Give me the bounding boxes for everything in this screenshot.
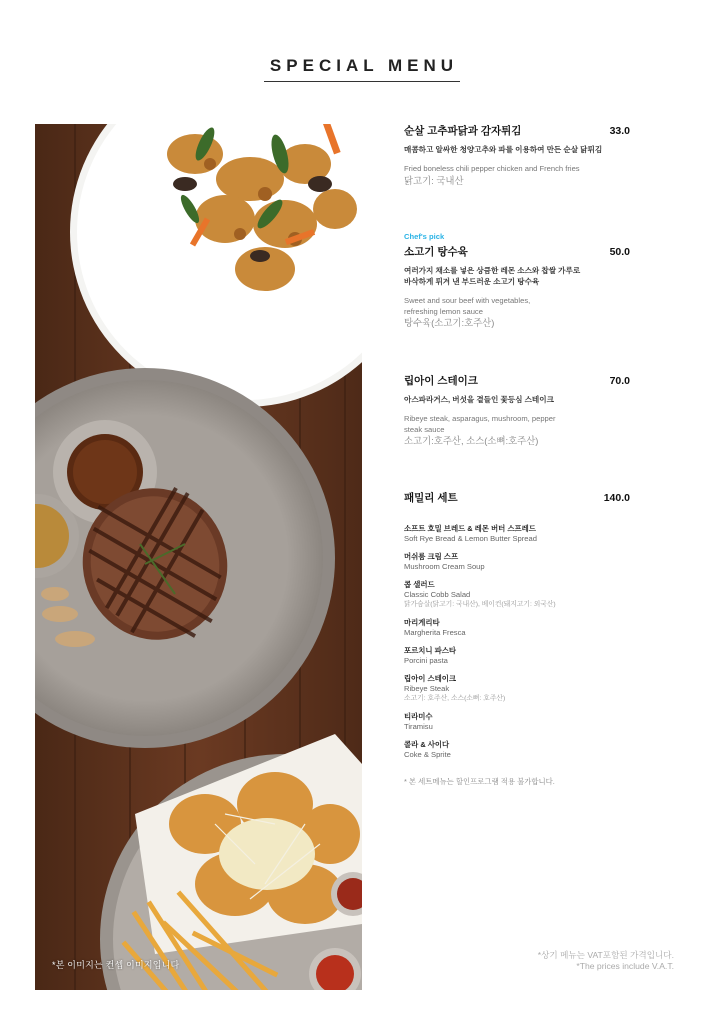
- item-origin: 탕수육(소고기:호주산): [404, 317, 495, 328]
- course-name-ko: 소프트 호밀 브레드 & 레몬 버터 스프레드: [404, 524, 536, 533]
- course-name-ko: 포르치니 파스타: [404, 646, 457, 655]
- item-price: 50.0: [609, 246, 630, 258]
- item-origin: 닭고기: 국내산: [404, 174, 464, 186]
- family-set: [404, 490, 630, 787]
- menu-item: [404, 232, 630, 329]
- chef-pick-badge: Chef's pick: [404, 232, 445, 241]
- item-origin: 소고기:호주산, 소스(소뼈:호주산): [404, 435, 539, 446]
- item-desc-ko: 아스파라거스, 버섯을 곁들인 꽃등심 스테이크: [404, 395, 554, 404]
- set-name: 패밀리 세트: [404, 492, 458, 504]
- set-course: [404, 740, 630, 760]
- set-course: [404, 674, 630, 704]
- course-name-en: Classic Cobb Salad: [404, 590, 471, 599]
- course-name-ko: 티라미수: [404, 712, 433, 721]
- course-origin: 닭가슴살(닭고기: 국내산), 베이컨(돼지고기: 외국산): [404, 601, 556, 608]
- course-name-en: Margherita Fresca: [404, 628, 466, 637]
- course-name-en: Soft Rye Bread & Lemon Butter Spread: [404, 534, 537, 543]
- course-name-ko: 머쉬룸 크림 스프: [404, 552, 459, 561]
- menu-item: [404, 373, 630, 447]
- item-desc-en: Sweet and sour beef with vegetables, refreshing lemon sauce: [404, 296, 531, 316]
- set-course: [404, 618, 630, 638]
- course-name-ko: 마리게리타: [404, 618, 440, 627]
- item-price: 70.0: [609, 375, 630, 387]
- vat-notice: [538, 950, 674, 972]
- page-title: [0, 56, 724, 82]
- course-name-ko: 콥 샐러드: [404, 580, 435, 589]
- item-name: 소고기 탕수육: [404, 246, 468, 258]
- set-course: [404, 580, 630, 610]
- set-course: [404, 712, 630, 732]
- item-name: 립아이 스테이크: [404, 375, 478, 387]
- photo-caption: *본 이미지는 컨셉 이미지입니다: [52, 960, 180, 970]
- course-name-en: Tiramisu: [404, 722, 433, 731]
- item-name: 순살 고추파닭과 감자튀김: [404, 125, 522, 137]
- menu-item: [404, 123, 630, 187]
- food-photo: [35, 124, 362, 990]
- item-price: 33.0: [609, 125, 630, 137]
- item-desc-en: Ribeye steak, asparagus, mushroom, pepper steak sauce: [404, 414, 556, 434]
- food-photo-illustration: [35, 124, 362, 990]
- course-name-ko: 콜라 & 사이다: [404, 740, 450, 749]
- vat-notice-ko: *상기 메뉴는 VAT포함된 가격입니다.: [537, 950, 674, 960]
- course-name-en: Ribeye Steak: [404, 684, 450, 693]
- set-course: [404, 646, 630, 666]
- item-desc-ko: 매콤하고 알싸한 청양고추와 파를 이용하여 만든 순살 닭튀김: [404, 145, 603, 154]
- course-origin: 소고기: 호주산, 소스(소뼈: 호주산): [404, 695, 506, 702]
- page-title-text: SPECIAL MENU: [264, 56, 460, 82]
- set-course: [404, 524, 630, 544]
- item-desc-en: Fried boneless chili pepper chicken and French fries: [404, 164, 580, 173]
- course-name-en: Porcini pasta: [404, 656, 448, 665]
- set-course: [404, 552, 630, 572]
- set-note: * 본 세트메뉴는 할인프로그램 적용 불가합니다.: [404, 777, 555, 786]
- course-name-en: Coke & Sprite: [404, 750, 451, 759]
- course-name-en: Mushroom Cream Soup: [404, 562, 485, 571]
- item-desc-ko: 여러가지 채소를 넣은 상큼한 레몬 소스와 찹쌀 가루로 바삭하게 튀겨 낸 부드러운 소고기 탕수육: [404, 266, 581, 286]
- vat-notice-en: *The prices include V.A.T.: [576, 961, 674, 971]
- set-price: 140.0: [603, 492, 630, 504]
- course-name-ko: 립아이 스테이크: [404, 674, 457, 683]
